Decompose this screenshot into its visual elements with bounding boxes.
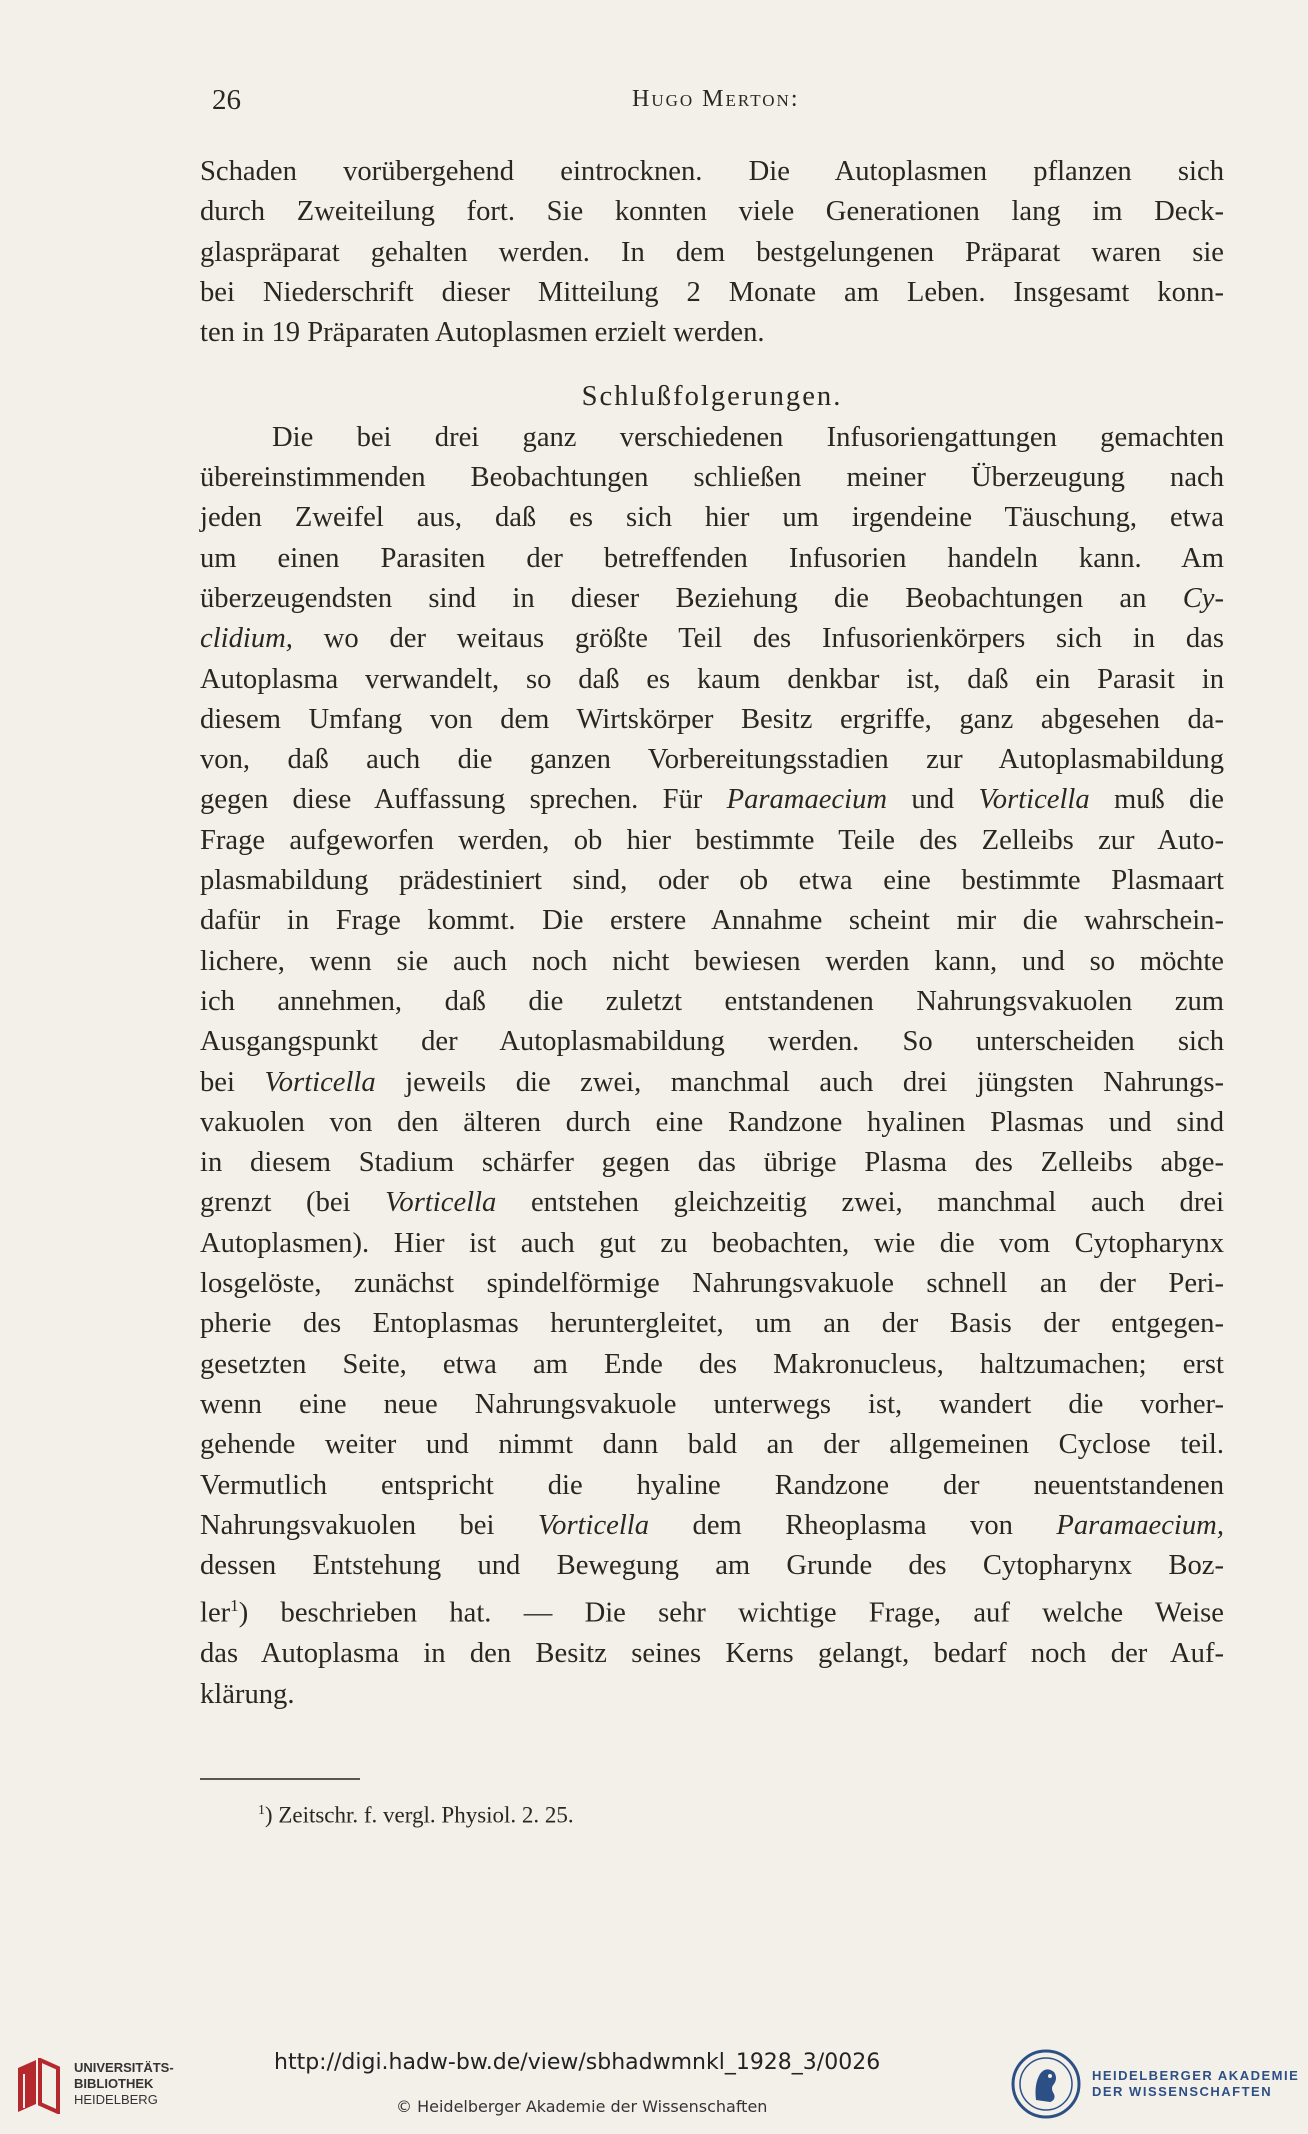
text-line: dessen Entstehung und Bewegung am Grunde des Cytopharynx Boz- bbox=[200, 1550, 1224, 1582]
academy-seal-icon bbox=[1010, 2048, 1082, 2120]
text-line: um einen Parasiten der betreffenden Infusorien handeln kann. Am bbox=[200, 542, 1224, 574]
text-line: Autoplasmen). Hier ist auch gut zu beobachten, wie die vom Cytopharynx bbox=[200, 1227, 1224, 1259]
text-line: diesem Umfang von dem Wirtskörper Besitz ergriffe, ganz abgesehen da- bbox=[200, 703, 1224, 735]
paragraph-2 bbox=[200, 418, 1224, 1715]
text-run: entstehen gleichzeitig zwei, manchmal auch drei bbox=[530, 1187, 1225, 1219]
text-line: das Autoplasma in den Besitz seines Kerns gelangt, bedarf noch der Auf- bbox=[200, 1638, 1224, 1670]
text-run: Nahrungsvakuolen bei bbox=[200, 1509, 495, 1541]
text-line: wenn eine neue Nahrungsvakuole unterwegs ist, wandert die vorher- bbox=[200, 1388, 1224, 1420]
text-line: ten in 19 Präparaten Autoplasmen erzielt werden. bbox=[200, 317, 765, 349]
university-library-logo-icon bbox=[14, 2058, 64, 2114]
text-line: lichere, wenn sie auch noch nicht bewiesen werden kann, und so möchte bbox=[200, 945, 1224, 977]
text-line bbox=[200, 579, 1224, 619]
text-line bbox=[200, 619, 1224, 659]
taxon-name: Vorticella bbox=[978, 784, 1090, 816]
text-line: plasmabildung prädestiniert sind, oder ob etwa eine bestimmte Plasmaart bbox=[200, 865, 1224, 897]
text-line: vakuolen von den älteren durch eine Randzone hyalinen Plasmas und sind bbox=[200, 1106, 1224, 1138]
text-line: Autoplasma verwandelt, so daß es kaum denkbar ist, daß ein Parasit in bbox=[200, 663, 1224, 695]
text-line: klärung. bbox=[200, 1678, 295, 1710]
text-run: grenzt (bei bbox=[200, 1187, 351, 1219]
text-run: bei bbox=[200, 1066, 235, 1098]
footnote bbox=[258, 1802, 574, 1829]
body-text bbox=[200, 152, 1224, 1715]
taxon-name: Paramaecium, bbox=[1056, 1509, 1224, 1541]
academy-line: HEIDELBERGER AKADEMIE bbox=[1092, 2068, 1300, 2083]
taxon-name: Vorticella bbox=[264, 1066, 376, 1098]
text-line: Frage aufgeworfen werden, ob hier bestimmte Teile des Zelleibs zur Auto- bbox=[200, 824, 1224, 856]
page-header bbox=[212, 84, 1224, 124]
permalink-url[interactable]: http://digi.hadw-bw.de/view/sbhadwmnkl_1928_3/0026 bbox=[274, 2050, 881, 2075]
taxon-name: Vorticella bbox=[385, 1187, 497, 1219]
text-line: gehende weiter und nimmt dann bald an der allgemeinen Cyclose teil. bbox=[200, 1429, 1224, 1461]
page-number: 26 bbox=[212, 84, 241, 116]
taxon-name: Vorticella bbox=[537, 1509, 650, 1541]
text-line bbox=[200, 1586, 1224, 1634]
section-heading: Schlußfolgerungen. bbox=[581, 381, 843, 413]
text-line: in diesem Stadium schärfer gegen das übrige Plasma des Zelleibs abge- bbox=[200, 1147, 1224, 1179]
text-run: und bbox=[911, 784, 955, 816]
text-run: jeweils die zwei, manchmal auch drei jüngsten Nahrungs- bbox=[405, 1066, 1224, 1098]
taxon-name: Paramaecium bbox=[726, 784, 888, 816]
footnote-divider bbox=[200, 1778, 360, 1780]
text-line: ich annehmen, daß die zuletzt entstandenen Nahrungsvakuolen zum bbox=[200, 985, 1224, 1017]
academy-name bbox=[1092, 2068, 1299, 2100]
running-head: Hugo Merton: bbox=[632, 86, 800, 112]
paragraph-1 bbox=[200, 152, 1224, 353]
copyright-notice: © Heidelberger Akademie der Wissenschaften bbox=[396, 2097, 768, 2116]
text-line bbox=[200, 1183, 1224, 1223]
university-library-name bbox=[74, 2060, 174, 2108]
taxon-name: Cy- bbox=[1182, 582, 1224, 614]
text-run: gegen diese Auffassung sprechen. Für bbox=[200, 784, 703, 816]
text-run: muß die bbox=[1113, 784, 1224, 816]
academy-line: DER WISSENSCHAFTEN bbox=[1092, 2084, 1273, 2099]
text-run: überzeugendsten sind in dieser Beziehung die Beobachtungen an bbox=[200, 582, 1147, 614]
text-line bbox=[200, 1506, 1224, 1546]
text-line: gesetzten Seite, etwa am Ende des Makronucleus, haltzumachen; erst bbox=[200, 1348, 1224, 1380]
text-run: ) beschrieben hat. — Die sehr wichtige Frage, auf welche Weise bbox=[238, 1597, 1224, 1629]
text-line: übereinstimmenden Beobachtungen schließen meiner Überzeugung nach bbox=[200, 462, 1224, 494]
text-line: glaspräparat gehalten werden. In dem bestgelungenen Präparat waren sie bbox=[200, 236, 1224, 268]
text-line: pherie des Entoplasmas heruntergleitet, um an der Basis der entgegen- bbox=[200, 1308, 1224, 1340]
text-line: von, daß auch die ganzen Vorbereitungsstadien zur Autoplasmabildung bbox=[200, 744, 1224, 776]
text-line: Vermutlich entspricht die hyaline Randzone der neuentstandenen bbox=[200, 1469, 1224, 1501]
text-run: dem Rheoplasma von bbox=[692, 1509, 1013, 1541]
text-line bbox=[200, 1063, 1224, 1103]
footnote-marker: 1 bbox=[258, 1802, 265, 1817]
text-line: durch Zweiteilung fort. Sie konnten viele Generationen lang im Deck- bbox=[200, 196, 1224, 228]
ub-line: UNIVERSITÄTS- bbox=[74, 2060, 174, 2075]
text-line: dafür in Frage kommt. Die erstere Annahme scheint mir die wahrschein- bbox=[200, 905, 1224, 937]
text-run: ler bbox=[200, 1597, 231, 1629]
text-run: wo der weitaus größte Teil des Infusorienkörpers sich in das bbox=[323, 623, 1224, 655]
text-line: jeden Zweifel aus, daß es sich hier um irgendeine Täuschung, etwa bbox=[200, 502, 1224, 534]
ub-line: HEIDELBERG bbox=[74, 2092, 158, 2107]
ub-line: BIBLIOTHEK bbox=[74, 2076, 154, 2091]
text-line: Die bei drei ganz verschiedenen Infusoriengattungen gemachten bbox=[272, 421, 1224, 453]
taxon-name: clidium, bbox=[200, 623, 293, 655]
text-line: Schaden vorübergehend eintrocknen. Die Autoplasmen pflanzen sich bbox=[200, 156, 1224, 187]
footer-bar bbox=[0, 2040, 1308, 2134]
text-line bbox=[200, 780, 1224, 820]
footnote-ref[interactable]: 1 bbox=[230, 1596, 239, 1616]
footnote-text: ) Zeitschr. f. vergl. Physiol. 2. 25. bbox=[264, 1802, 574, 1828]
text-line: bei Niederschrift dieser Mitteilung 2 Monate am Leben. Insgesamt konn- bbox=[200, 276, 1224, 308]
text-line: losgelöste, zunächst spindelförmige Nahrungsvakuole schnell an der Peri- bbox=[200, 1268, 1224, 1300]
text-line: Ausgangspunkt der Autoplasmabildung werden. So unterscheiden sich bbox=[200, 1026, 1224, 1058]
